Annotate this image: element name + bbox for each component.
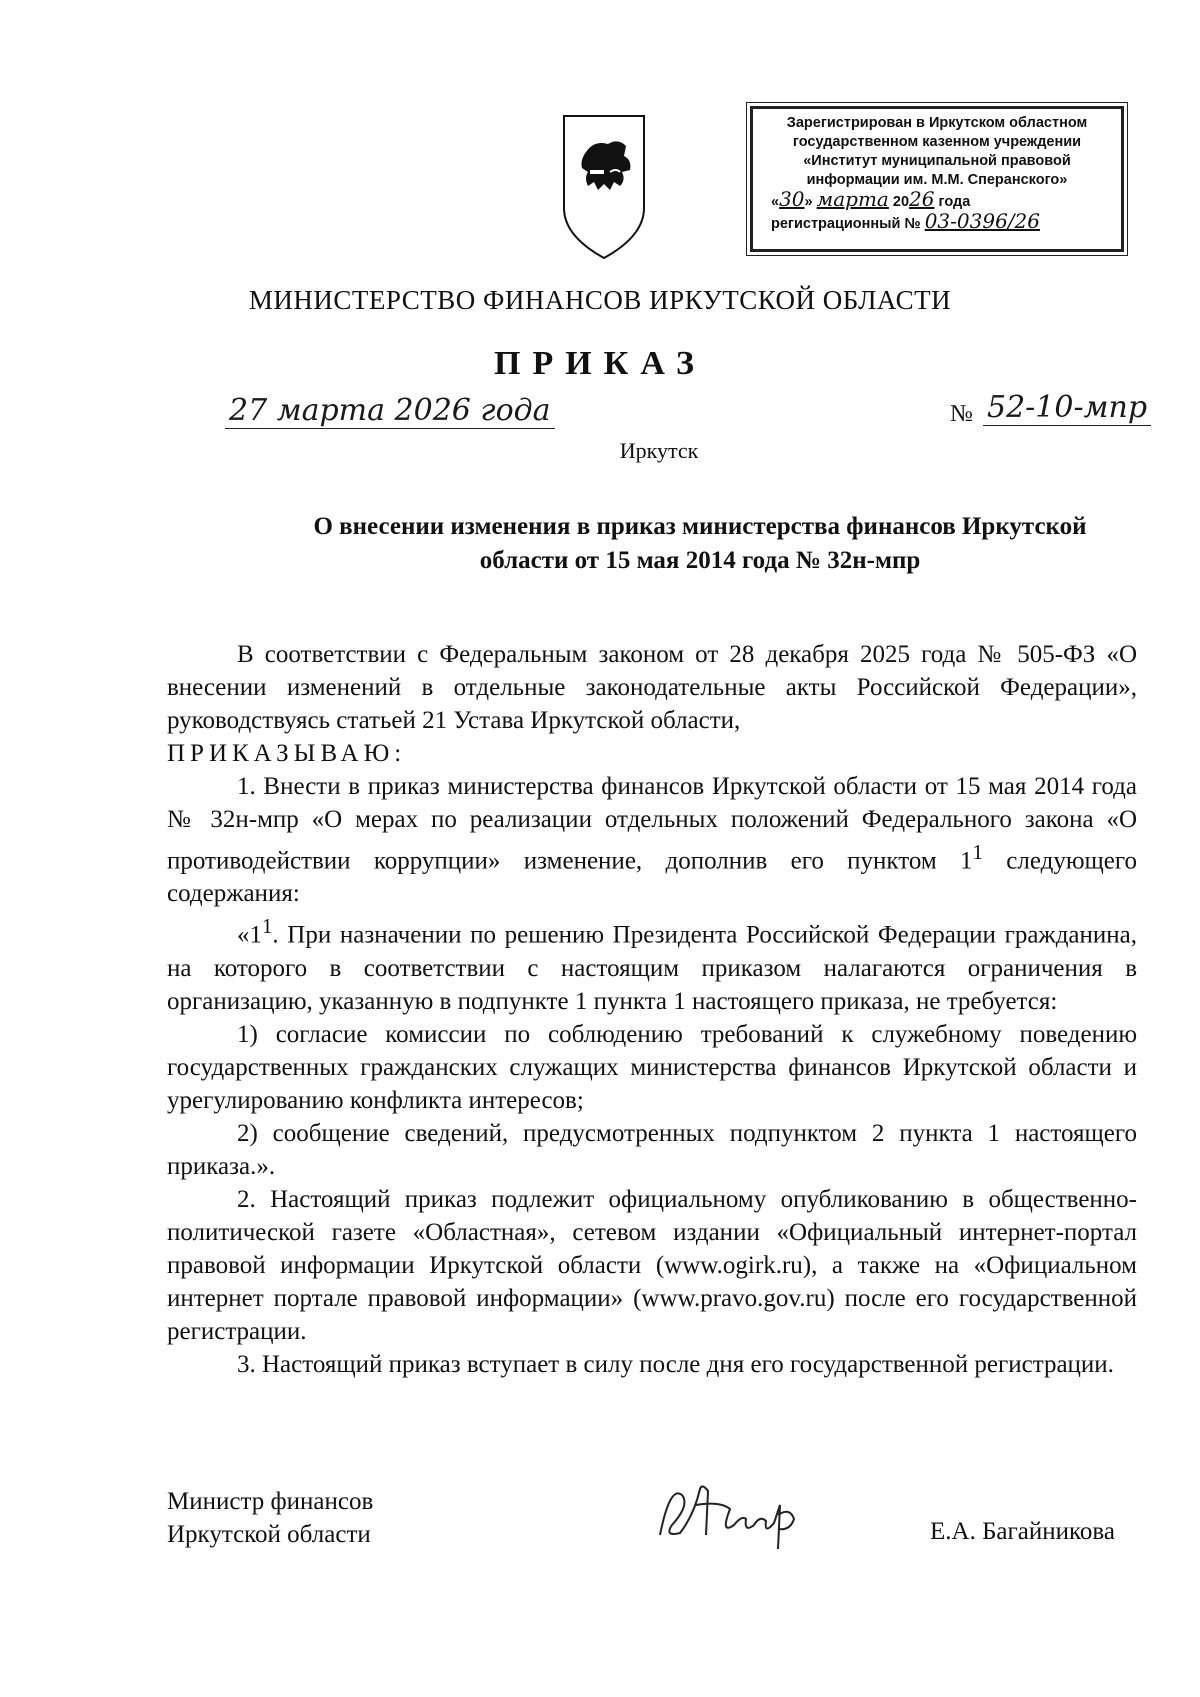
order-number-label: № bbox=[950, 401, 973, 427]
subject-line: О внесении изменения в приказ министерства финансов Иркутской bbox=[313, 513, 1087, 540]
subitem-1-paragraph: 1) согласие комиссии по соблюдению требований к служебному поведению государственных гражданских служащих министерства финансов Иркутской области и урегулированию конфликта интересов; bbox=[167, 1020, 1137, 1114]
stamp-day: 30 bbox=[779, 187, 805, 211]
decree-word: ПРИКАЗЫВАЮ: bbox=[167, 740, 407, 767]
stamp-year-prefix: 20 bbox=[892, 194, 910, 210]
stamp-line: Зарегистрирован в Иркутском областном bbox=[786, 115, 1088, 131]
order-number: 52-10-мпр bbox=[983, 390, 1151, 426]
position-line: Иркутской области bbox=[167, 1521, 371, 1548]
registration-stamp bbox=[750, 106, 1124, 252]
ministry-name: МИНИСТЕРСТВО ФИНАНСОВ ИРКУТСКОЙ ОБЛАСТИ bbox=[248, 285, 952, 315]
item-1-1-start: «1 bbox=[237, 921, 262, 949]
item-2-paragraph: 2. Настоящий приказ подлежит официальному опубликованию в общественно-политической газете «Областная», сетевом издании «Официальный интернет-портал правовой информации Иркутской области (www.ogirk.ru), а также на «Официальном интернет портале правовой информации» (www.pravo.gov.ru) после его государственной регистрации. bbox=[167, 1185, 1137, 1345]
item-1-text: 1. Внести в приказ министерства финансов Иркутской области от 15 мая 2014 года № 32н-мпр «О мерах по реализации отдельных положений Федерального закона «О противодействии коррупции» изменение, дополнив его пунктом 1 bbox=[167, 773, 1137, 875]
stamp-month: марта bbox=[816, 187, 889, 211]
stamp-year-suffix: 26 bbox=[909, 187, 935, 211]
signatory-name: Е.А. Багайникова bbox=[930, 1518, 1115, 1545]
handwritten-signature bbox=[650, 1475, 820, 1555]
item-1-1-text: . При назначении по решению Президента Российской Федерации гражданина, на которого в соответствии с настоящим приказом налагаются ограничения в организацию, указанную в подпункте 1 пункта 1 настоящего приказа, не требуется: bbox=[167, 921, 1137, 1015]
stamp-quote-open: « bbox=[771, 194, 780, 210]
stamp-line: государственном казенном учреждении bbox=[792, 134, 1082, 150]
order-city: Иркутск bbox=[619, 438, 699, 463]
superscript: 1 bbox=[262, 914, 273, 939]
item-3-paragraph: 3. Настоящий приказ вступает в силу после дня его государственной регистрации. bbox=[237, 1350, 1114, 1378]
order-title: ПРИКАЗ bbox=[494, 345, 706, 382]
stamp-reg-label: регистрационный № bbox=[771, 216, 921, 232]
stamp-quote-close: » bbox=[804, 194, 813, 210]
stamp-reg-number: 03-0396/26 bbox=[924, 209, 1040, 233]
position-line: Министр финансов bbox=[167, 1488, 374, 1515]
irkutsk-coat-of-arms-icon bbox=[560, 112, 648, 262]
order-body bbox=[167, 638, 1137, 1381]
subitem-2-paragraph: 2) сообщение сведений, предусмотренных подпунктом 2 пункта 1 настоящего приказа.». bbox=[167, 1119, 1137, 1180]
stamp-line: информации им. М.М. Сперанского» bbox=[806, 172, 1068, 188]
stamp-year-word: года bbox=[938, 194, 971, 210]
signatory-position bbox=[167, 1485, 373, 1551]
preamble-paragraph: В соответствии с Федеральным законом от 28 декабря 2025 года № 505-ФЗ «О внесении изменений в отдельные законодательные акты Российской Федерации», руководствуясь статьей 21 Устава Иркутской области, bbox=[167, 641, 1137, 734]
stamp-reg-row bbox=[757, 209, 1117, 234]
subject-line: области от 15 мая 2014 года № 32н-мпр bbox=[479, 547, 921, 574]
item-1-text-end: следующего содержания: bbox=[167, 847, 1137, 908]
stamp-line: «Институт муниципальной правовой bbox=[803, 153, 1071, 169]
order-subject bbox=[250, 510, 1150, 578]
item-1-paragraph bbox=[167, 770, 1137, 910]
order-date: 27 марта 2026 года bbox=[225, 393, 555, 429]
superscript: 1 bbox=[972, 840, 983, 864]
item-1-1-paragraph bbox=[167, 910, 1137, 1017]
